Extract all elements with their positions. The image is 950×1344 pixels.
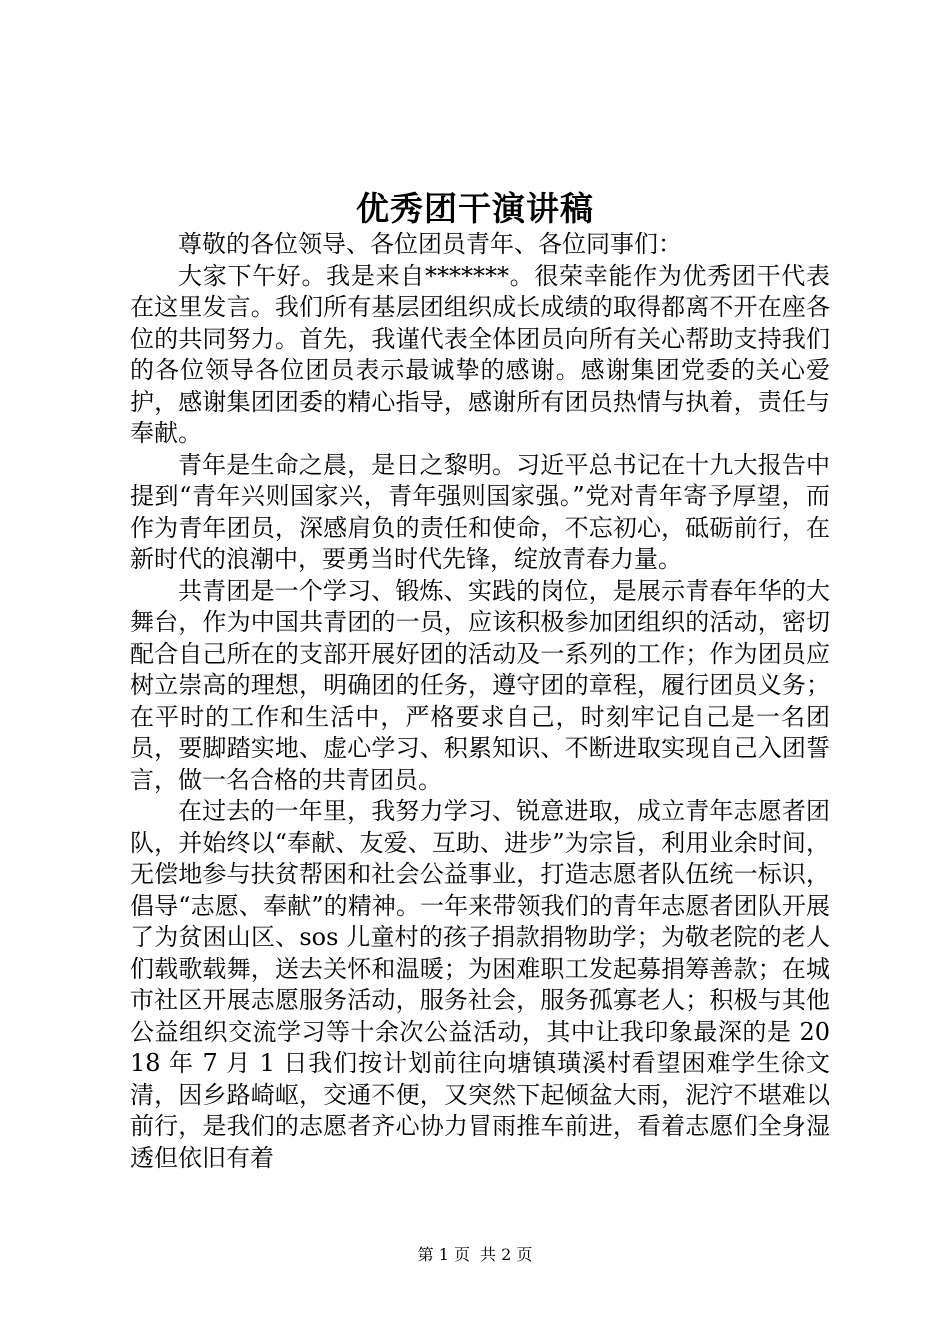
paragraph-greeting: 大家下午好。我是来自*******。很荣幸能作为优秀团干代表在这里发言。我们所有基层团组织成长成绩的取得都离不开在座各位的共同努力。首先，我谨代表全体团员向所有关心帮助支持我们的各位领导各位团员表示最诚挚的感谢。感谢集团党委的关心爱护，感谢集团团委的精心指导，感谢所有团员热情与执着，责任与奉献。 — [130, 261, 830, 447]
page-total: 共 2 页 — [480, 1245, 533, 1264]
page-footer — [0, 1243, 950, 1267]
paragraph-past-year: 在过去的一年里，我努力学习、锐意进取，成立青年志愿者团队，并始终以“奉献、友爱、互助、进步”为宗旨，利用业余时间，无偿地参与扶贫帮困和社会公益事业，打造志愿者队伍统一标识，倡导“志愿、奉献”的精神。一年来带领我们的青年志愿者团队开展了为贫困山区、sos 儿童村的孩子捐款捐物助学；为敬老院的老人们载歌载舞，送去关怀和温暖；为困难职工发起募捐筹善款；在城市社区开展志愿服务活动，服务社会，服务孤寡老人；积极与其他公益组织交流学习等十余次公益活动，其中让我印象最深的是 2018 年 7 月 1 日我们按计划前往向塘镇璜溪村看望困难学生徐文清，因乡路崎岖，交通不便，又突然下起倾盆大雨，泥泞不堪难以前行，是我们的志愿者齐心协力冒雨推车前进，看着志愿们全身湿透但依旧有着 — [130, 797, 830, 1172]
page-number: 第 1 页 — [417, 1245, 470, 1264]
paragraph-league: 共青团是一个学习、锻炼、实践的岗位，是展示青春年华的大舞台，作为中国共青团的一员，应该积极参加团组织的活动，密切配合自己所在的支部开展好团的活动及一系列的工作；作为团员应树立崇高的理想，明确团的任务，遵守团的章程，履行团员义务；在平时的工作和生活中，严格要求自己，时刻牢记自己是一名团员，要脚踏实地、虚心学习、积累知识、不断进取实现自己入团誓言，做一名合格的共青团员。 — [130, 576, 830, 794]
document-title: 优秀团干演讲稿 — [356, 189, 594, 228]
document-body — [130, 229, 830, 1174]
paragraph-youth: 青年是生命之晨，是日之黎明。习近平总书记在十九大报告中提到“青年兴则国家兴，青年强则国家强。”党对青年寄予厚望，而作为青年团员，深感肩负的责任和使命，不忘初心，砥砺前行，在新时代的浪潮中，要勇当时代先锋，绽放青春力量。 — [130, 450, 830, 573]
paragraph-salutation: 尊敬的各位领导、各位团员青年、各位同事们： — [178, 230, 682, 258]
